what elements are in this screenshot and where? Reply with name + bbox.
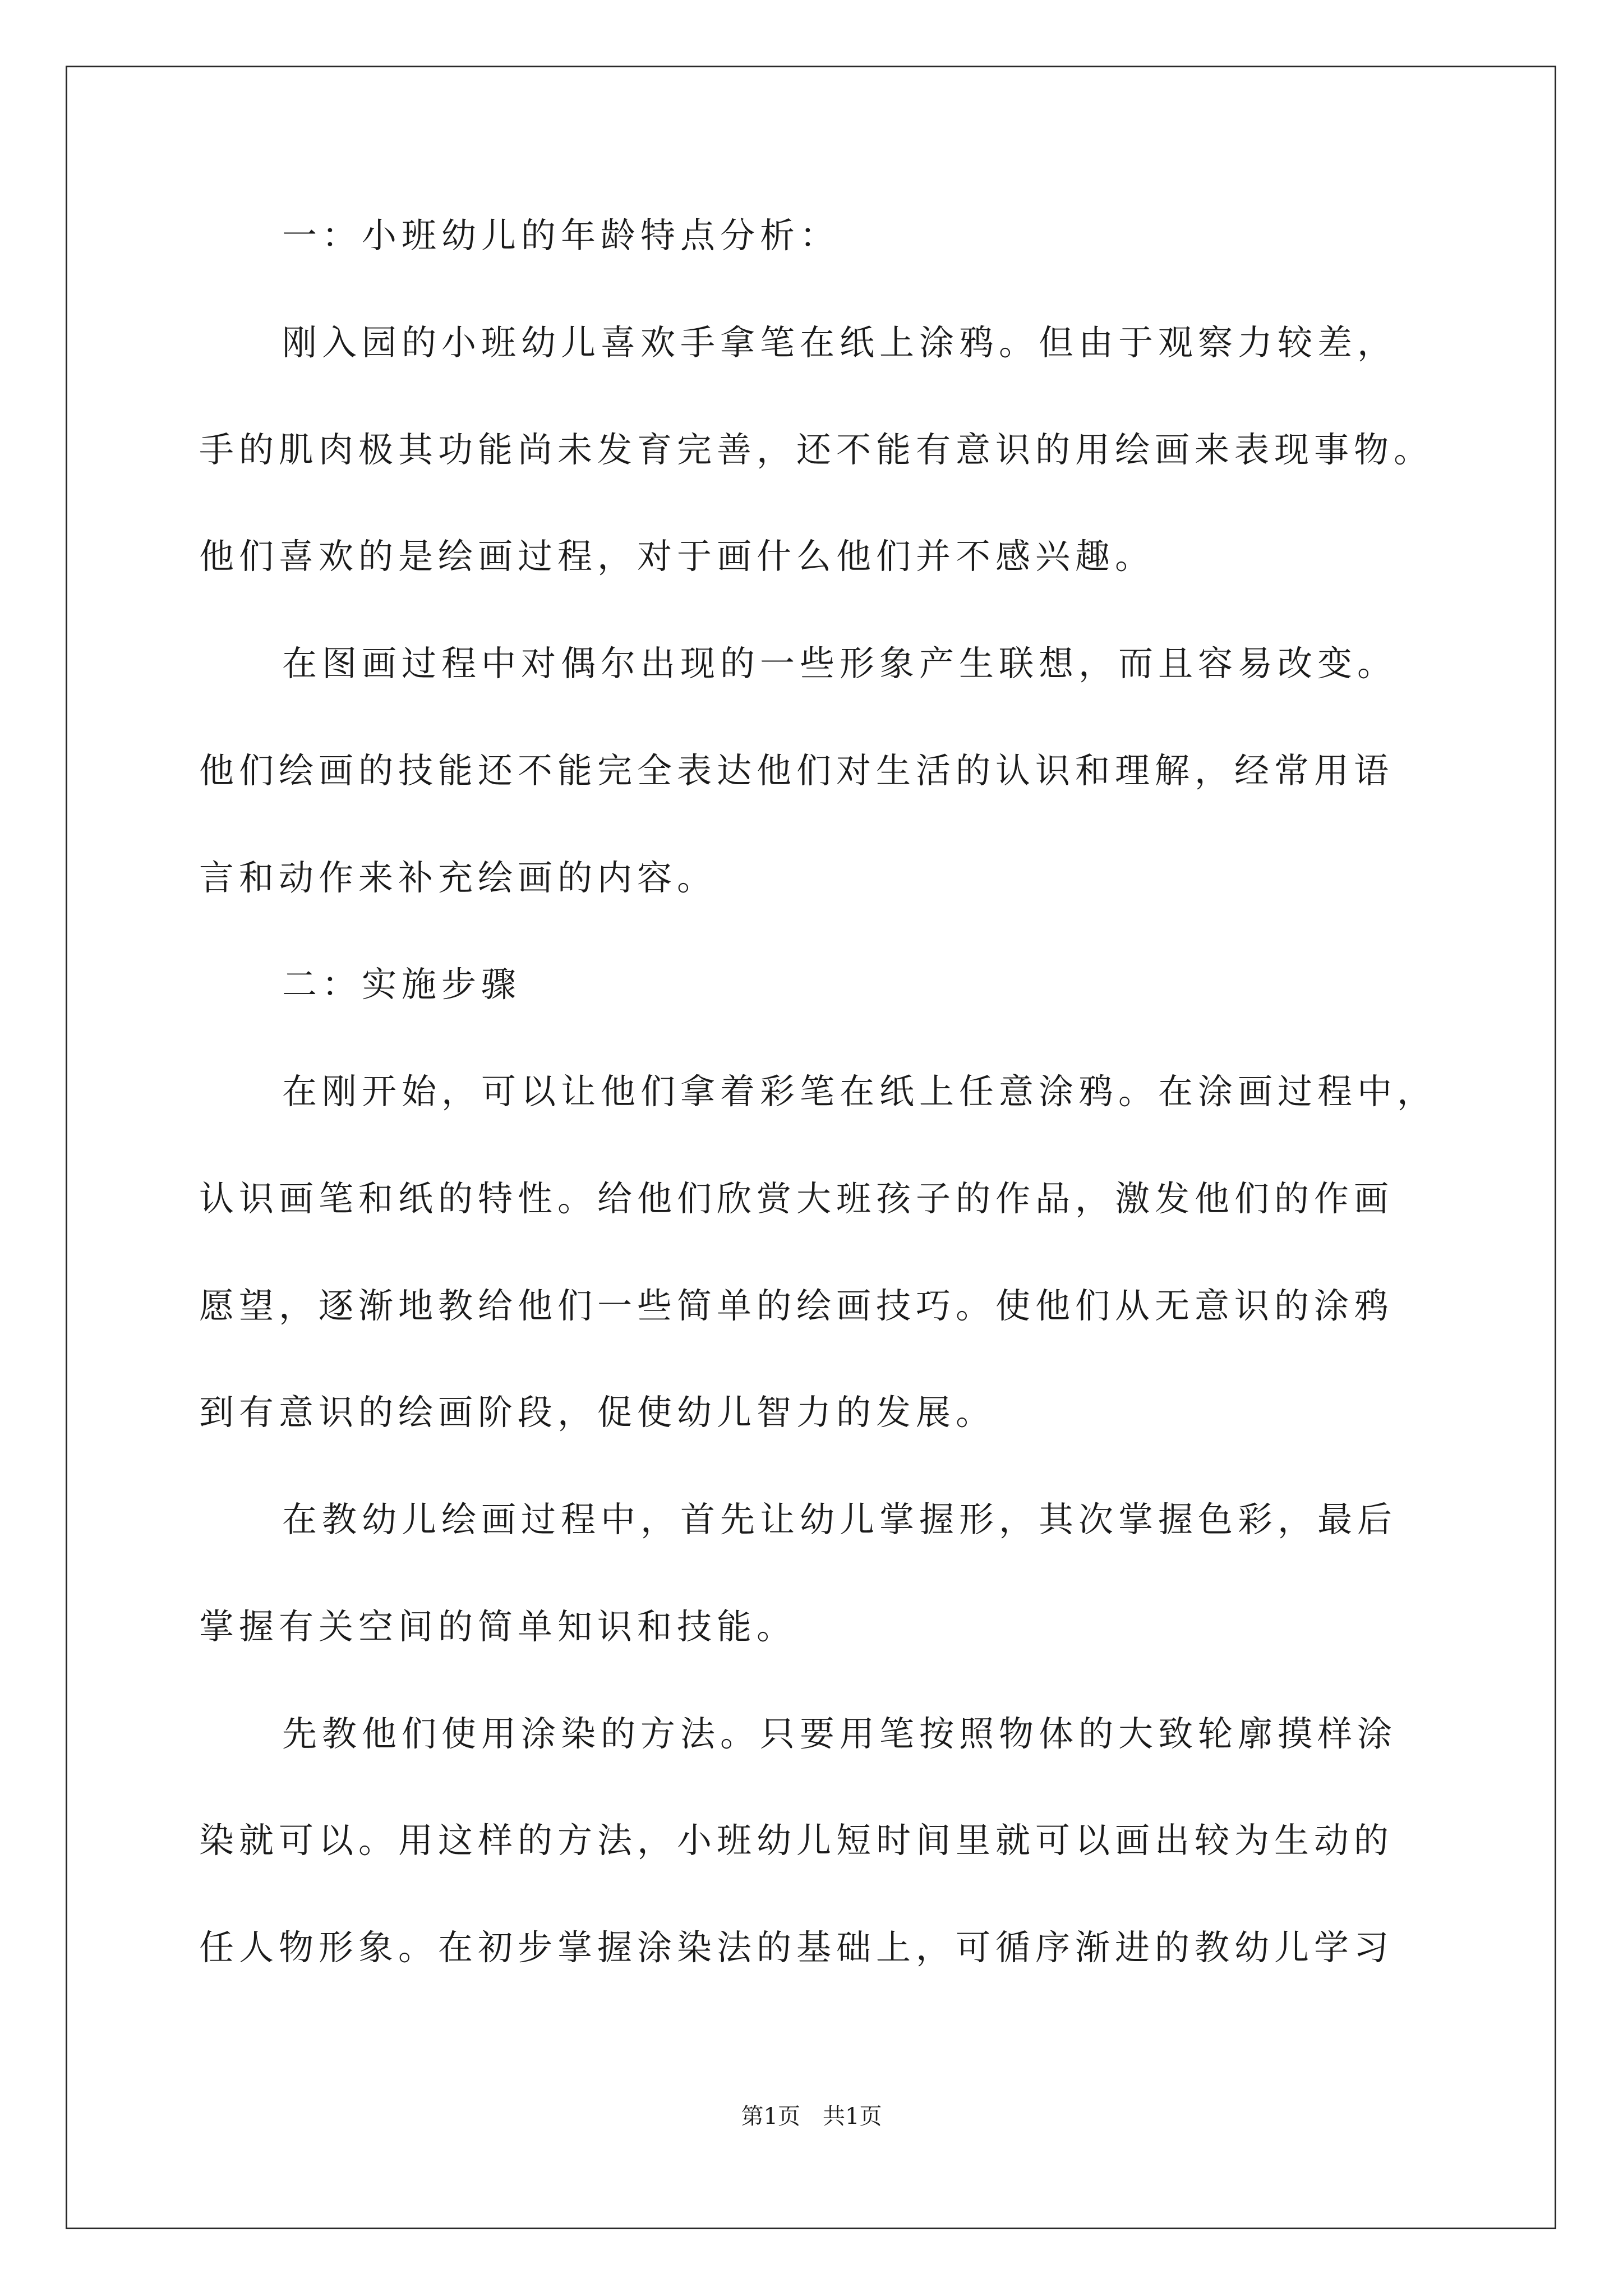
paragraph-line: 言和动作来补充绘画的内容。	[199, 857, 717, 898]
paragraph-line: 先教他们使用涂染的方法。只要用笔按照物体的大致轮廓摸样涂	[282, 1713, 1398, 1754]
paragraph-line: 手的肌肉极其功能尚未发育完善，还不能有意识的用绘画来表现事物。	[199, 429, 1434, 470]
paragraph-line: 愿望，逐渐地教给他们一些简单的绘画技巧。使他们从无意识的涂鸦	[199, 1285, 1394, 1326]
paragraph-line: 刚入园的小班幼儿喜欢手拿笔在纸上涂鸦。但由于观察力较差，	[282, 322, 1398, 363]
page-border	[66, 66, 1556, 2229]
paragraph-line: 认识画笔和纸的特性。给他们欣赏大班孩子的作品，激发他们的作画	[199, 1178, 1394, 1219]
paragraph-line: 任人物形象。在初步掌握涂染法的基础上，可循序渐进的教幼儿学习	[199, 1927, 1394, 1968]
paragraph-line: 掌握有关空间的简单知识和技能。	[199, 1606, 797, 1647]
heading-implementation-steps: 二：实施步骤	[282, 964, 522, 1005]
paragraph-line: 他们绘画的技能还不能完全表达他们对生活的认识和理解，经常用语	[199, 750, 1394, 791]
heading-age-analysis: 一：小班幼儿的年龄特点分析：	[282, 215, 840, 256]
paragraph-line: 在图画过程中对偶尔出现的一些形象产生联想，而且容易改变。	[282, 643, 1398, 684]
paragraph-line: 染就可以。用这样的方法，小班幼儿短时间里就可以画出较为生动的	[199, 1820, 1394, 1861]
page-number-footer: 第1页 共1页	[741, 2104, 882, 2129]
paragraph-line: 在刚开始，可以让他们拿着彩笔在纸上任意涂鸦。在涂画过程中，	[282, 1071, 1437, 1112]
paragraph-line: 到有意识的绘画阶段，促使幼儿智力的发展。	[199, 1392, 996, 1433]
paragraph-line: 在教幼儿绘画过程中，首先让幼儿掌握形，其次掌握色彩，最后	[282, 1499, 1398, 1540]
paragraph-line: 他们喜欢的是绘画过程，对于画什么他们并不感兴趣。	[199, 536, 1155, 577]
